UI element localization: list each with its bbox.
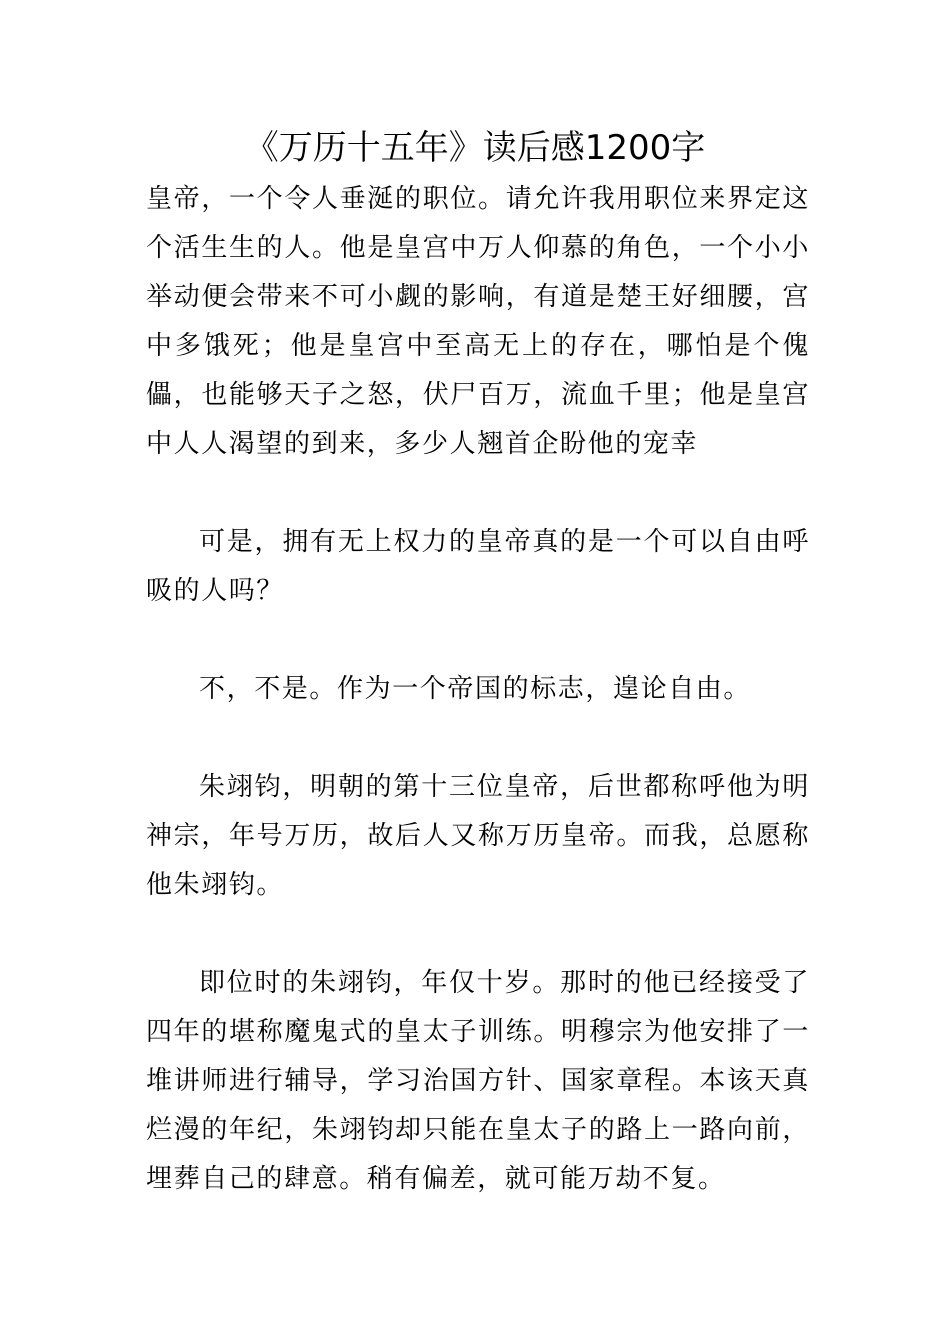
- paragraph-1: 皇帝，一个令人垂涎的职位。请允许我用职位来界定这个活生生的人。他是皇宫中万人仰慕的角色，一个小小举动便会带来不可小觑的影响，有道是楚王好细腰，宫中多饿死；他是皇宫中至高无上的存在，哪怕是个傀儡，也能够天子之怒，伏尸百万，流血千里；他是皇宫中人人渴望的到来，多少人翘首企盼他的宠幸: [146, 184, 810, 459]
- document-body: [146, 175, 810, 1253]
- paragraph-5: 即位时的朱翊钧，年仅十岁。那时的他已经接受了四年的堪称魔鬼式的皇太子训练。明穆宗为他安排了一堆讲师进行辅导，学习治国方针、国家章程。本该天真烂漫的年纪，朱翊钧却只能在皇太子的路上一路向前，埋葬自己的肆意。稍有偏差，就可能万劫不复。: [146, 968, 810, 1194]
- paragraph-2: 可是，拥有无上权力的皇帝真的是一个可以自由呼吸的人吗？: [146, 527, 810, 606]
- paragraph-3: 不，不是。作为一个帝国的标志，遑论自由。: [199, 674, 752, 704]
- document-title: 《万历十五年》读后感1200字: [244, 128, 706, 168]
- paragraph-4: 朱翊钧，明朝的第十三位皇帝，后世都称呼他为明神宗，年号万历，故后人又称万历皇帝。而我，总愿称他朱翊钧。: [146, 772, 810, 900]
